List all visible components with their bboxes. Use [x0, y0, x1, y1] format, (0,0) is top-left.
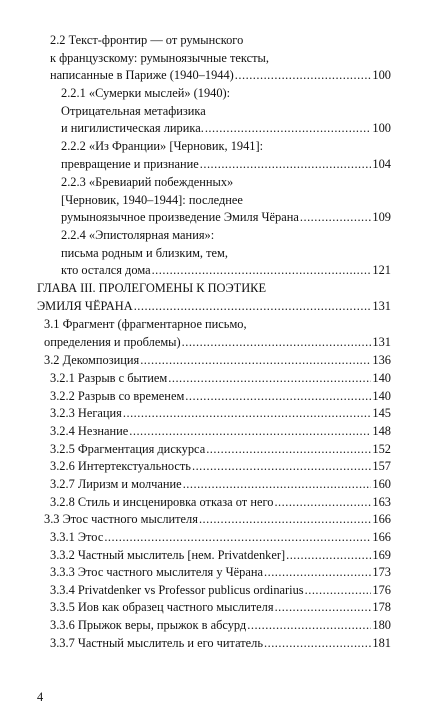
dot-leader [168, 370, 371, 388]
dot-leader [182, 334, 372, 352]
dot-leader [140, 352, 371, 370]
toc-entry-text: и нигилистическая лирика. [61, 121, 204, 136]
toc-entry-last-line [44, 511, 391, 529]
toc-page-number: 145 [372, 406, 391, 420]
toc-entry-text: румыноязычное произведение Эмиля Чёрана [61, 210, 299, 225]
toc-entry-last-line [61, 156, 391, 174]
toc-page-number: 109 [372, 210, 391, 225]
toc-page-number: 152 [372, 442, 391, 456]
toc-entry-text: 3.2.6 Интертекстуальность [50, 459, 191, 473]
toc-page-number: 160 [372, 477, 391, 491]
toc-entry-last-line [50, 67, 391, 85]
toc-entry-text: письма родным и близким, тем, [61, 245, 228, 260]
dot-leader [123, 405, 372, 423]
toc-entry-2-2-1 [61, 85, 391, 138]
toc-entry-text: 3.3 Этос частного мыслителя [44, 512, 198, 526]
toc-entry-3-3-5 [50, 599, 391, 617]
toc-entry-last-line [50, 547, 391, 565]
dot-leader [199, 511, 371, 529]
dot-leader [205, 120, 372, 138]
toc-entry-last-line [50, 476, 391, 494]
toc-page-number: 169 [372, 548, 391, 562]
toc-entry-last-line [50, 423, 391, 441]
toc-entry-text: 3.3.6 Прыжок веры, прыжок в абсурд [50, 618, 247, 632]
dot-leader [274, 494, 371, 512]
toc-entry-last-line [61, 262, 391, 280]
toc-entry-2-2 [50, 32, 391, 85]
toc-page-number: 163 [372, 495, 391, 509]
toc-page-number: 136 [372, 353, 391, 367]
toc-entry-text: 3.3.4 Privatdenker vs Professor publicus ordinarius [50, 583, 304, 597]
toc-chapter-title: ГЛАВА III. ПРОЛЕГОМЕНЫ К ПОЭТИКЕ [37, 281, 267, 295]
toc-entry-3-2-7 [50, 476, 391, 494]
dot-leader [235, 67, 372, 85]
toc-entry-text: 2.2.4 «Эпистолярная мания»: [61, 228, 215, 242]
dot-leader [183, 476, 372, 494]
toc-entry-text: 3.2.3 Негация [50, 406, 122, 420]
dot-leader [206, 441, 371, 459]
toc-entry-text: 3.3.1 Этос [50, 530, 104, 544]
toc-entry-text: к французскому: румыноязычные тексты, [50, 50, 269, 65]
toc-entry-3-1 [44, 316, 391, 351]
toc-page-number: 180 [372, 618, 391, 632]
toc-page-number: 100 [372, 68, 391, 83]
toc-entry-last-line [50, 370, 391, 388]
toc-entry-text: превращение и признание [61, 156, 199, 171]
dot-leader [275, 599, 372, 617]
toc-entry-last-line [50, 635, 391, 653]
toc-entry-last-line [50, 617, 391, 635]
toc-entry-text: 3.2.5 Фрагментация дискурса [50, 442, 206, 456]
toc-entry-3-3 [44, 511, 391, 529]
toc-entry-text: 3.2.2 Разрыв со временем [50, 389, 185, 403]
toc-entry-text: 2.2.1 «Сумерки мыслей» (1940): [61, 86, 231, 100]
toc-page-number: 157 [372, 459, 391, 473]
toc-entry-text: 2.2.3 «Бревиарий побежденных» [61, 175, 234, 189]
toc-entry-last-line [50, 441, 391, 459]
toc-entry-text: 3.3.2 Частный мыслитель [нем. Privatdenker] [50, 548, 286, 562]
toc-entry-last-line [50, 564, 391, 582]
toc-page-number: 181 [372, 636, 391, 650]
toc-entry-last-line [61, 120, 391, 138]
dot-leader [264, 635, 371, 653]
toc-page-number: 166 [372, 512, 391, 526]
toc-page-number: 131 [372, 334, 391, 349]
toc-entry-text: 3.2.1 Разрыв с бытием [50, 371, 168, 385]
toc-entry-chapter-3 [37, 280, 391, 315]
dot-leader [104, 529, 371, 547]
toc-page-number: 140 [372, 389, 391, 403]
toc-entry-text: 3.3.3 Этос частного мыслителя у Чёрана [50, 565, 263, 579]
toc-page-number: 176 [372, 583, 391, 597]
toc-entry-3-3-7 [50, 635, 391, 653]
toc-entry-text: определения и проблемы) [44, 334, 181, 349]
dot-leader [305, 582, 372, 600]
toc-page-number: 121 [372, 263, 391, 278]
toc-entry-text: [Черновик, 1940–1944]: последнее [61, 192, 243, 207]
toc-entry-3-3-2 [50, 547, 391, 565]
toc-entry-text: кто остался дома [61, 263, 151, 278]
toc-entry-3-3-4 [50, 582, 391, 600]
toc-entry-text: 3.2 Декомпозиция [44, 353, 140, 367]
toc-page-number: 166 [372, 530, 391, 544]
dot-leader [134, 298, 372, 316]
dot-leader [300, 209, 372, 227]
toc-entry-last-line [50, 458, 391, 476]
toc-entry-3-2-2 [50, 388, 391, 406]
toc-entry-text: Отрицательная метафизика [61, 103, 206, 118]
dot-leader [264, 564, 371, 582]
toc-entry-3-2-3 [50, 405, 391, 423]
toc-entry-2-2-3 [61, 174, 391, 227]
toc-entry-last-line [44, 352, 391, 370]
dot-leader [185, 388, 371, 406]
toc-entry-3-2-6 [50, 458, 391, 476]
toc-entry-text: 2.2 Текст-фронтир — от румынского [50, 33, 244, 47]
toc-entry-3-2-1 [50, 370, 391, 388]
toc-entry-3-3-6 [50, 617, 391, 635]
dot-leader [129, 423, 371, 441]
toc-entry-last-line [61, 209, 391, 227]
dot-leader [247, 617, 371, 635]
toc-chapter-title: ЭМИЛЯ ЧЁРАНА [37, 298, 133, 313]
toc-entry-last-line [50, 529, 391, 547]
toc-entry-text: 3.3.7 Частный мыслитель и его читатель [50, 636, 264, 650]
toc-entry-last-line [50, 405, 391, 423]
toc-entry-text: 3.3.5 Иов как образец частного мыслителя [50, 600, 274, 614]
toc-entry-3-2-4 [50, 423, 391, 441]
dot-leader [286, 547, 371, 565]
toc-entry-last-line [44, 334, 391, 352]
toc-entry-2-2-4 [61, 227, 391, 280]
toc-entry-2-2-2 [61, 138, 391, 173]
toc-entry-last-line [50, 599, 391, 617]
toc-entry-text: 3.2.7 Лиризм и молчание [50, 477, 182, 491]
toc-entry-last-line [50, 582, 391, 600]
toc-entry-text: 3.1 Фрагмент (фрагментарное письмо, [44, 317, 247, 331]
toc-entry-last-line [50, 388, 391, 406]
toc-entry-3-2 [44, 352, 391, 370]
toc-entry-text: 2.2.2 «Из Франции» [Черновик, 1941]: [61, 139, 264, 153]
toc-entry-text: написанные в Париже (1940–1944) [50, 68, 234, 83]
toc-page-number: 104 [372, 156, 391, 171]
toc-entry-3-3-1 [50, 529, 391, 547]
toc-page-number: 100 [372, 121, 391, 136]
dot-leader [192, 458, 371, 476]
toc-page-number: 173 [372, 565, 391, 579]
toc-entry-3-2-5 [50, 441, 391, 459]
toc-page-number: 148 [372, 424, 391, 438]
toc-entry-text: 3.2.8 Стиль и инсценировка отказа от него [50, 495, 274, 509]
toc-entry-last-line [50, 494, 391, 512]
toc-entry-3-3-3 [50, 564, 391, 582]
toc-page-number: 178 [372, 600, 391, 614]
toc-page-number: 131 [372, 298, 391, 313]
toc-entry-text: 3.2.4 Незнание [50, 424, 129, 438]
toc-page-number: 140 [372, 371, 391, 385]
toc-entry-3-2-8 [50, 494, 391, 512]
dot-leader [152, 262, 372, 280]
dot-leader [200, 156, 372, 174]
toc-entry-last-line [37, 298, 391, 316]
page-number: 4 [37, 690, 44, 704]
